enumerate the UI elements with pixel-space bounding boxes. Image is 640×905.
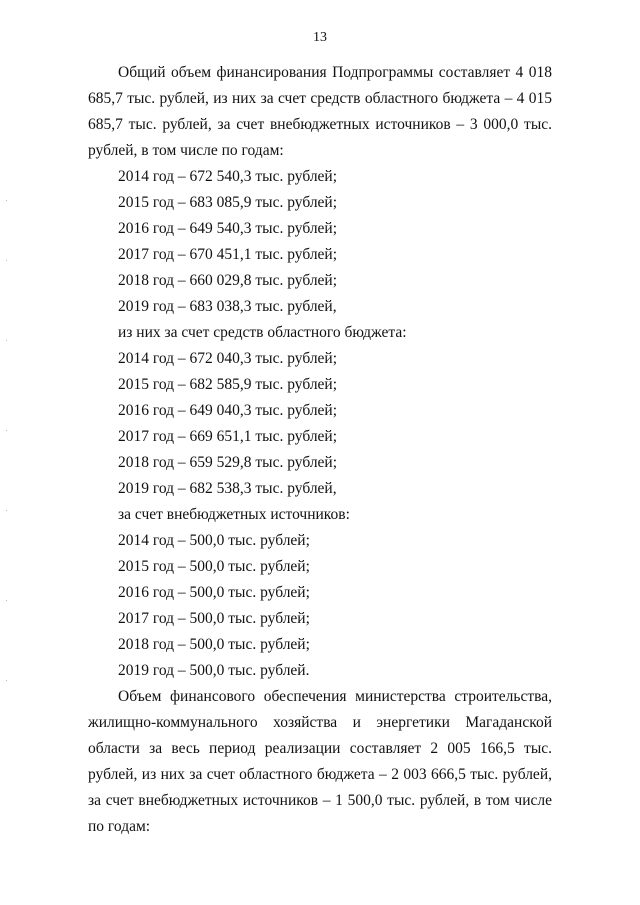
total-year-2019: 2019 год – 683 038,3 тыс. рублей, xyxy=(118,298,337,315)
total-by-year-list xyxy=(88,164,552,320)
total-year-2016: 2016 год – 649 540,3 тыс. рублей; xyxy=(118,220,338,237)
regional-by-year-list xyxy=(88,346,552,502)
regional-year-2015: 2015 год – 682 585,9 тыс. рублей; xyxy=(118,376,338,393)
extrabudget-heading: за счет внебюджетных источников: xyxy=(118,506,350,523)
total-year-2014: 2014 год – 672 540,3 тыс. рублей; xyxy=(118,168,338,185)
document-body xyxy=(88,60,552,840)
extrabudget-by-year-list xyxy=(88,528,552,684)
extrabudget-year-2014: 2014 год – 500,0 тыс. рублей; xyxy=(118,532,310,549)
paragraph-ministry-financing: Объем финансового обеспечения министерства строительства, жилищно-коммунального хозяйства и энергетики Магаданской области за весь период реализации составляет 2 005 166,5 тыс. рублей, из них за счет областного бюджета – 2 003 666,5 тыс. рублей, за счет внебюджетных источников – 1 500,0 тыс. рублей, в том числе по годам: xyxy=(88,688,552,835)
regional-year-2017: 2017 год – 669 651,1 тыс. рублей; xyxy=(118,428,338,445)
total-year-2017: 2017 год – 670 451,1 тыс. рублей; xyxy=(118,246,338,263)
page-number: 13 xyxy=(313,30,327,45)
scan-margin-dots xyxy=(6,200,8,700)
paragraph-total-financing: Общий объем финансирования Подпрограммы составляет 4 018 685,7 тыс. рублей, из них за счет средств областного бюджета – 4 015 685,7 тыс. рублей, за счет внебюджетных источников – 3 000,0 тыс. рублей, в том числе по годам: xyxy=(88,64,552,159)
extrabudget-year-2018: 2018 год – 500,0 тыс. рублей; xyxy=(118,636,310,653)
regional-year-2014: 2014 год – 672 040,3 тыс. рублей; xyxy=(118,350,338,367)
regional-year-2018: 2018 год – 659 529,8 тыс. рублей; xyxy=(118,454,338,471)
extrabudget-year-2015: 2015 год – 500,0 тыс. рублей; xyxy=(118,558,310,575)
total-year-2018: 2018 год – 660 029,8 тыс. рублей; xyxy=(118,272,338,289)
extrabudget-year-2016: 2016 год – 500,0 тыс. рублей; xyxy=(118,584,310,601)
regional-budget-heading: из них за счет средств областного бюджета: xyxy=(118,324,407,341)
total-year-2015: 2015 год – 683 085,9 тыс. рублей; xyxy=(118,194,338,211)
regional-year-2016: 2016 год – 649 040,3 тыс. рублей; xyxy=(118,402,338,419)
regional-year-2019: 2019 год – 682 538,3 тыс. рублей, xyxy=(118,480,337,497)
extrabudget-year-2019: 2019 год – 500,0 тыс. рублей. xyxy=(118,662,310,679)
extrabudget-year-2017: 2017 год – 500,0 тыс. рублей; xyxy=(118,610,310,627)
